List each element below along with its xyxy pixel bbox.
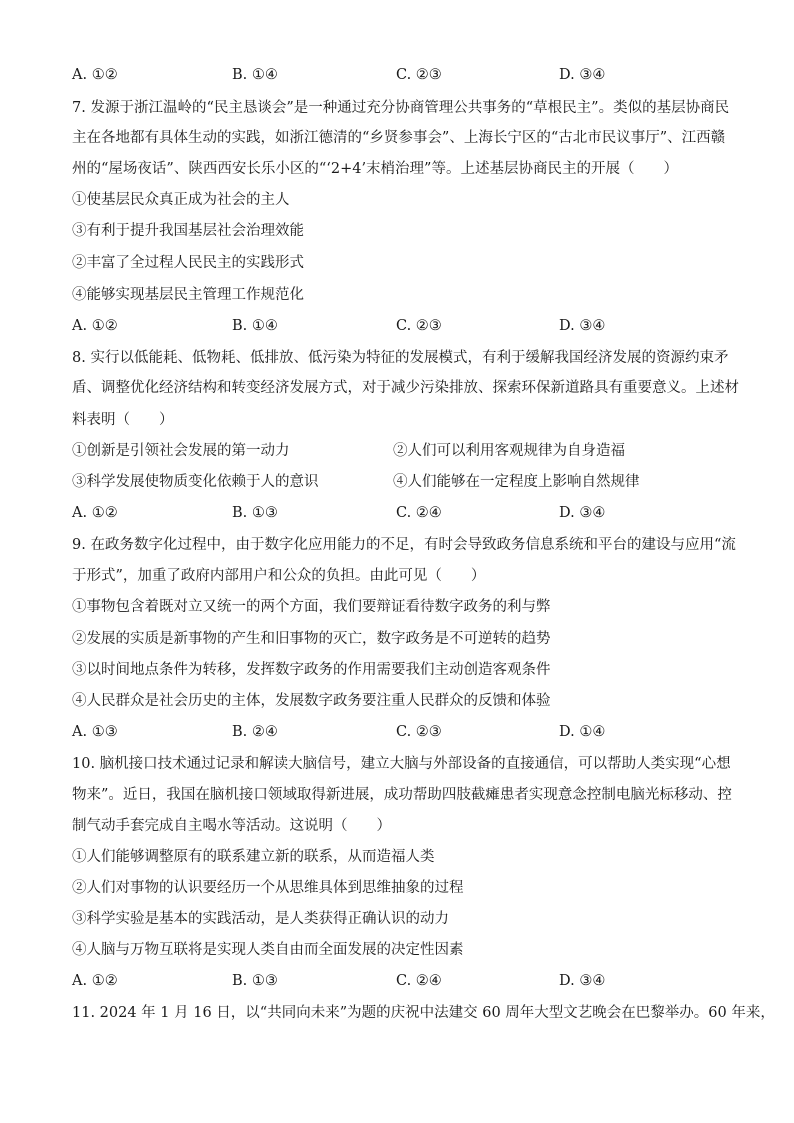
q8-option-a[interactable]: A. ①② (72, 505, 118, 521)
q9-option-c[interactable]: C. ②③ (396, 724, 442, 740)
q8-option-d[interactable]: D. ③④ (559, 505, 606, 521)
q9-statement: ②发展的实质是新事物的产生和旧事物的灭亡，数字政务是不可逆转的趋势 (72, 631, 551, 647)
q6-options (72, 65, 732, 85)
q8-option-c[interactable]: C. ②④ (396, 505, 442, 521)
q8-stem-line: 盾、调整优化经济结构和转变经济发展方式，对于减少污染排放、探索环保新道路具有重要意义。上述材 (72, 380, 739, 396)
q7-option-a[interactable]: A. ①② (72, 318, 118, 334)
q10-option-c[interactable]: C. ②④ (396, 973, 442, 989)
q6-option-b[interactable]: B. ①④ (232, 67, 278, 83)
q9-option-b[interactable]: B. ②④ (232, 724, 278, 740)
q8-statement-row (72, 441, 732, 461)
q10-statement: ①人们能够调整原有的联系建立新的联系，从而造福人类 (72, 849, 435, 865)
q8-stem-line: 8. 实行以低能耗、低物耗、低排放、低污染为特征的发展模式，有利于缓解我国经济发展的资源约束矛 (72, 350, 729, 366)
q10-option-b[interactable]: B. ①③ (232, 973, 278, 989)
q7-stem-line: 7. 发源于浙江温岭的“民主恳谈会”是一种通过充分协商管理公共事务的“草根民主”。类似的基层协商民 (72, 100, 730, 116)
q10-options (72, 971, 732, 991)
q7-statement: ③有利于提升我国基层社会治理效能 (72, 223, 304, 239)
q8-options (72, 503, 732, 523)
q7-stem-line: 州的“屋场夜话”、陕西西安长乐小区的“‘2+4’末梢治理”等。上述基层协商民主的开展（ ） (72, 161, 678, 177)
q7-statement: ④能够实现基层民主管理工作规范化 (72, 287, 304, 303)
q10-stem-line: 10. 脑机接口技术通过记录和解读大脑信号，建立大脑与外部设备的直接通信，可以帮助人类实现“心想 (72, 756, 731, 772)
q9-stem-line: 9. 在政务数字化过程中，由于数字化应用能力的不足，有时会导致政务信息系统和平台的建设与应用“流 (72, 537, 736, 553)
q7-option-b[interactable]: B. ①④ (232, 318, 278, 334)
q8-stem-line: 料表明（ ） (72, 412, 174, 428)
q9-option-d[interactable]: D. ①④ (559, 724, 606, 740)
q9-statement: ③以时间地点条件为转移，发挥数字政务的作用需要我们主动创造客观条件 (72, 662, 551, 678)
q10-stem-line: 物来”。近日，我国在脑机接口领域取得新进展，成功帮助四肢截瘫患者实现意念控制电脑光标移动、控 (72, 787, 732, 803)
q7-options (72, 316, 732, 336)
q10-option-a[interactable]: A. ①② (72, 973, 118, 989)
q8-statement: ①创新是引领社会发展的第一动力 (72, 443, 290, 459)
q8-statement: ②人们可以利用客观规律为自身造福 (393, 443, 625, 459)
q10-stem-line: 制气动手套完成自主喝水等活动。这说明（ ） (72, 818, 391, 834)
q10-statement: ④人脑与万物互联将是实现人类自由而全面发展的决定性因素 (72, 942, 464, 958)
q9-option-a[interactable]: A. ①③ (72, 724, 118, 740)
q7-option-d[interactable]: D. ③④ (559, 318, 606, 334)
q8-statement: ③科学发展使物质变化依赖于人的意识 (72, 474, 319, 490)
q8-option-b[interactable]: B. ①③ (232, 505, 278, 521)
q10-statement: ③科学实验是基本的实践活动，是人类获得正确认识的动力 (72, 911, 449, 927)
q7-statement: ①使基层民众真正成为社会的主人 (72, 192, 290, 208)
q7-stem-line: 主在各地都有具体生动的实践，如浙江德清的“乡贤参事会”、上海长宁区的“古北市民议事厅”、江西赣 (72, 130, 726, 146)
q8-statement-row (72, 472, 732, 492)
q10-option-d[interactable]: D. ③④ (559, 973, 606, 989)
q6-option-a[interactable]: A. ①② (72, 67, 118, 83)
q11-stem-line: 11. 2024 年 1 月 16 日，以“共同向未来”为题的庆祝中法建交 60 周年大型文艺晚会在巴黎举办。60 年来， (72, 1005, 775, 1021)
q9-options (72, 722, 732, 742)
q10-statement: ②人们对事物的认识要经历一个从思维具体到思维抽象的过程 (72, 880, 464, 896)
q9-statement: ①事物包含着既对立又统一的两个方面，我们要辩证看待数字政务的利与弊 (72, 599, 551, 615)
q7-option-c[interactable]: C. ②③ (396, 318, 442, 334)
q9-stem-line: 于形式”，加重了政府内部用户和公众的负担。由此可见（ ） (72, 568, 486, 584)
q6-option-c[interactable]: C. ②③ (396, 67, 442, 83)
q6-option-d[interactable]: D. ③④ (559, 67, 606, 83)
q7-statement: ②丰富了全过程人民民主的实践形式 (72, 255, 304, 271)
q9-statement: ④人民群众是社会历史的主体，发展数字政务要注重人民群众的反馈和体验 (72, 693, 551, 709)
q8-statement: ④人们能够在一定程度上影响自然规律 (393, 474, 640, 490)
